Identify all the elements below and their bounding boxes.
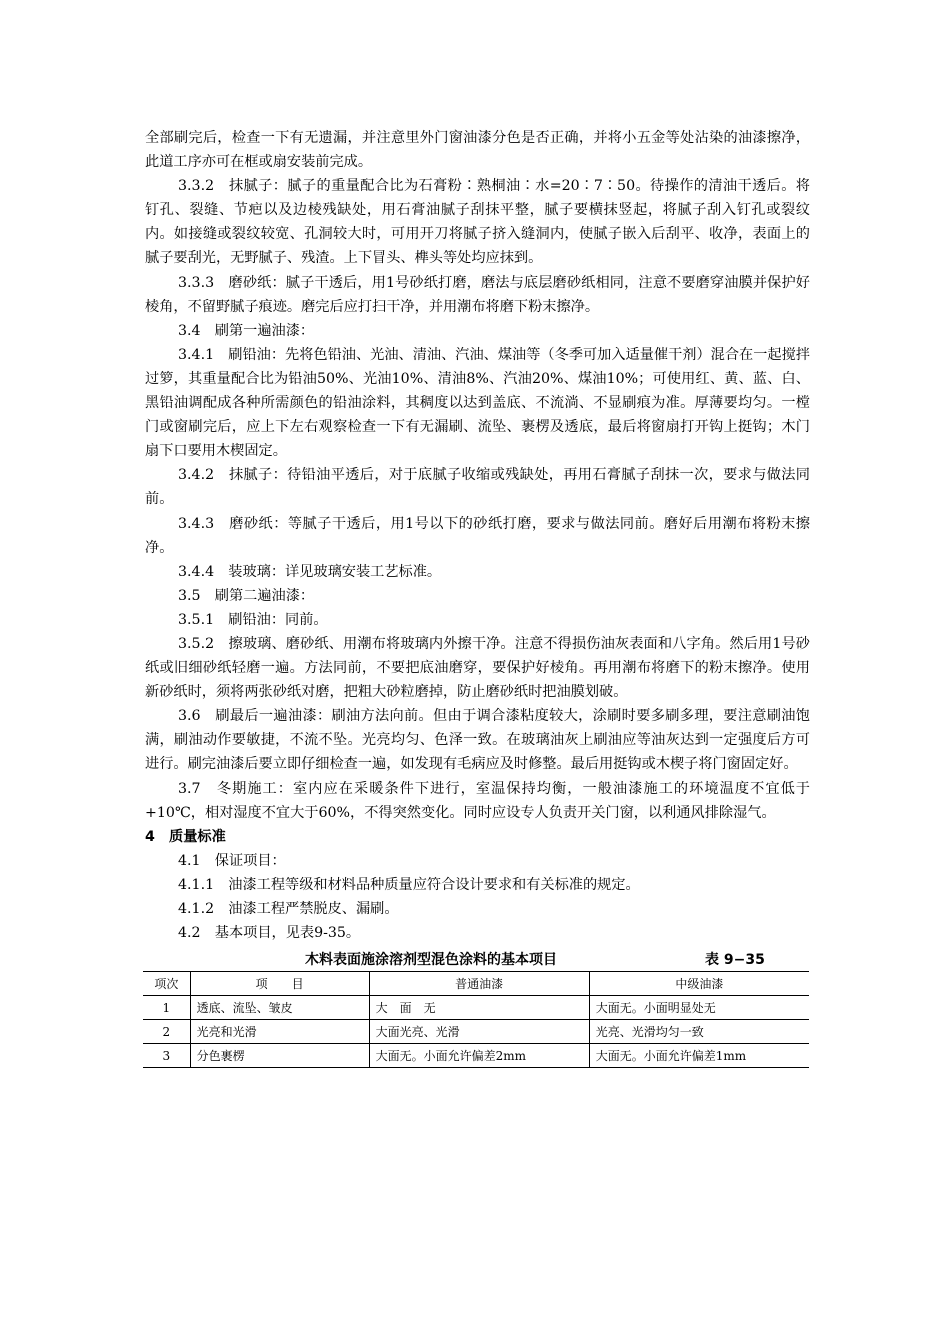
paragraph-3-7: 3.7 冬期施工：室内应在采暖条件下进行，室温保持均衡，一般油漆施工的环境温度不宜低于+10℃，相对湿度不宜大于60%，不得突然变化。同时应设专人负责开关门窗，以利通风排除湿气。 [145, 780, 810, 821]
cell-medium: 大面无。小面明显处无 [589, 996, 809, 1020]
paragraph-3-4-1: 3.4.1 刷铅油：先将色铅油、光油、清油、汽油、煤油等（冬季可加入适量催干剂）混合在一起搅拌过箩，其重量配合比为铅油50%、光油10%、清油8%、汽油20%、煤油10%；可使用红、黄、蓝、白、黑铅油调配成各种所需颜色的铅油涂料，其稠度以达到盖底、不流淌、不显刷痕为准。厚薄要均匀。一樘门或窗刷完后，应上下左右观察检查一下有无漏刷、流坠、裹楞及透底，最后将窗扇打开钩上挺钩；木门扇下口要用木楔固定。 [145, 346, 810, 460]
table-row [143, 1044, 809, 1068]
item-4-1: 4.1 保证项目： [178, 852, 286, 869]
table-title: 木料表面施涂溶剂型混色涂料的基本项目 [305, 952, 557, 969]
item-4-1-1: 4.1.1 油漆工程等级和材料品种质量应符合设计要求和有关标准的规定。 [178, 876, 640, 893]
header-ordinary: 普通油漆 [369, 972, 589, 996]
item-4-1-2: 4.1.2 油漆工程严禁脱皮、漏刷。 [178, 901, 399, 917]
cell-item: 分色裹楞 [190, 1044, 369, 1068]
table-caption [145, 945, 810, 971]
paragraph-3-3-2: 3.3.2 抹腻子：腻子的重量配合比为石膏粉∶熟桐油∶水=20∶7∶50。待操作的清油干透后。将钉孔、裂缝、节疤以及边棱残缺处，用石膏油腻子刮抹平整，腻子要横抹竖起，将腻子刮入钉孔或裂纹内。如接缝或裂纹较宽、孔洞较大时，可用开刀将腻子挤入缝洞内，使腻子嵌入后刮平、收净，表面上的腻子要刮光，无野腻子、残渣。上下冒头、榫头等处均应抹到。 [145, 178, 810, 267]
paragraph-continued: 全部刷完后，检查一下有无遗漏，并注意里外门窗油漆分色是否正确，并将小五金等处沾染的油漆擦净，此道工序亦可在框或扇安装前完成。 [145, 130, 810, 171]
paragraph-3-6: 3.6 刷最后一遍油漆：刷油方法向前。但由于调合漆粘度较大，涂刷时要多刷多理，要注意刷油饱满，刷油动作要敏捷，不流不坠。光亮均匀、色泽一致。在玻璃油灰上刷油应等油灰达到一定强度后方可进行。刷完油漆后要立即仔细检查一遍，如发现有毛病应及时修整。最后用挺钩或木楔子将门窗固定好。 [145, 708, 810, 773]
table-number: 表 9−35 [705, 952, 765, 969]
quality-table [143, 971, 809, 1068]
heading-3-5: 3.5 刷第二遍油漆： [178, 587, 315, 604]
cell-ordinary: 大面无。小面允许偏差2mm [369, 1044, 589, 1068]
header-medium: 中级油漆 [589, 972, 809, 996]
header-index: 项次 [143, 972, 190, 996]
paragraph-3-5-2: 3.5.2 擦玻璃、磨砂纸、用潮布将玻璃内外擦干净。注意不得损伤油灰表面和八字角。然后用1号砂纸或旧细砂纸轻磨一遍。方法同前，不要把底油磨穿，要保护好棱角。再用潮布将磨下的粉末擦净。使用新砂纸时，须将两张砂纸对磨，把粗大砂粒磨掉，防止磨砂纸时把油膜划破。 [145, 635, 810, 701]
document-page [145, 126, 810, 1068]
heading-3-4: 3.4 刷第一遍油漆： [178, 322, 315, 339]
cell-ordinary: 大面光亮、光滑 [369, 1020, 589, 1044]
table-row [143, 996, 809, 1020]
section-4-heading: 4 质量标准 [145, 828, 226, 845]
cell-item: 光亮和光滑 [190, 1020, 369, 1044]
cell-index: 3 [143, 1044, 190, 1068]
header-item: 项 目 [190, 972, 369, 996]
cell-medium: 光亮、光滑均匀一致 [589, 1020, 809, 1044]
cell-medium: 大面无。小面允许偏差1mm [589, 1044, 809, 1068]
paragraph-3-5-1: 3.5.1 刷铅油：同前。 [178, 611, 328, 628]
cell-item: 透底、流坠、皱皮 [190, 996, 369, 1020]
paragraph-3-4-4: 3.4.4 装玻璃：详见玻璃安装工艺标准。 [178, 563, 442, 580]
paragraph-3-3-3: 3.3.3 磨砂纸：腻子干透后，用1号砂纸打磨，磨法与底层磨砂纸相同，注意不要磨穿油膜并保护好棱角，不留野腻子痕迹。磨完后应打扫干净，并用潮布将磨下粉末擦净。 [145, 274, 810, 315]
cell-ordinary: 大 面 无 [369, 996, 589, 1020]
paragraph-3-4-3: 3.4.3 磨砂纸：等腻子干透后，用1号以下的砂纸打磨，要求与做法同前。磨好后用潮布将粉末擦净。 [145, 515, 810, 556]
table-header-row [143, 972, 809, 996]
table-row [143, 1020, 809, 1044]
cell-index: 2 [143, 1020, 190, 1044]
cell-index: 1 [143, 996, 190, 1020]
item-4-2: 4.2 基本项目，见表9-35。 [178, 925, 361, 942]
paragraph-3-4-2: 3.4.2 抹腻子：待铅油平透后，对于底腻子收缩或残缺处，再用石膏腻子刮抹一次，要求与做法同前。 [145, 467, 810, 508]
